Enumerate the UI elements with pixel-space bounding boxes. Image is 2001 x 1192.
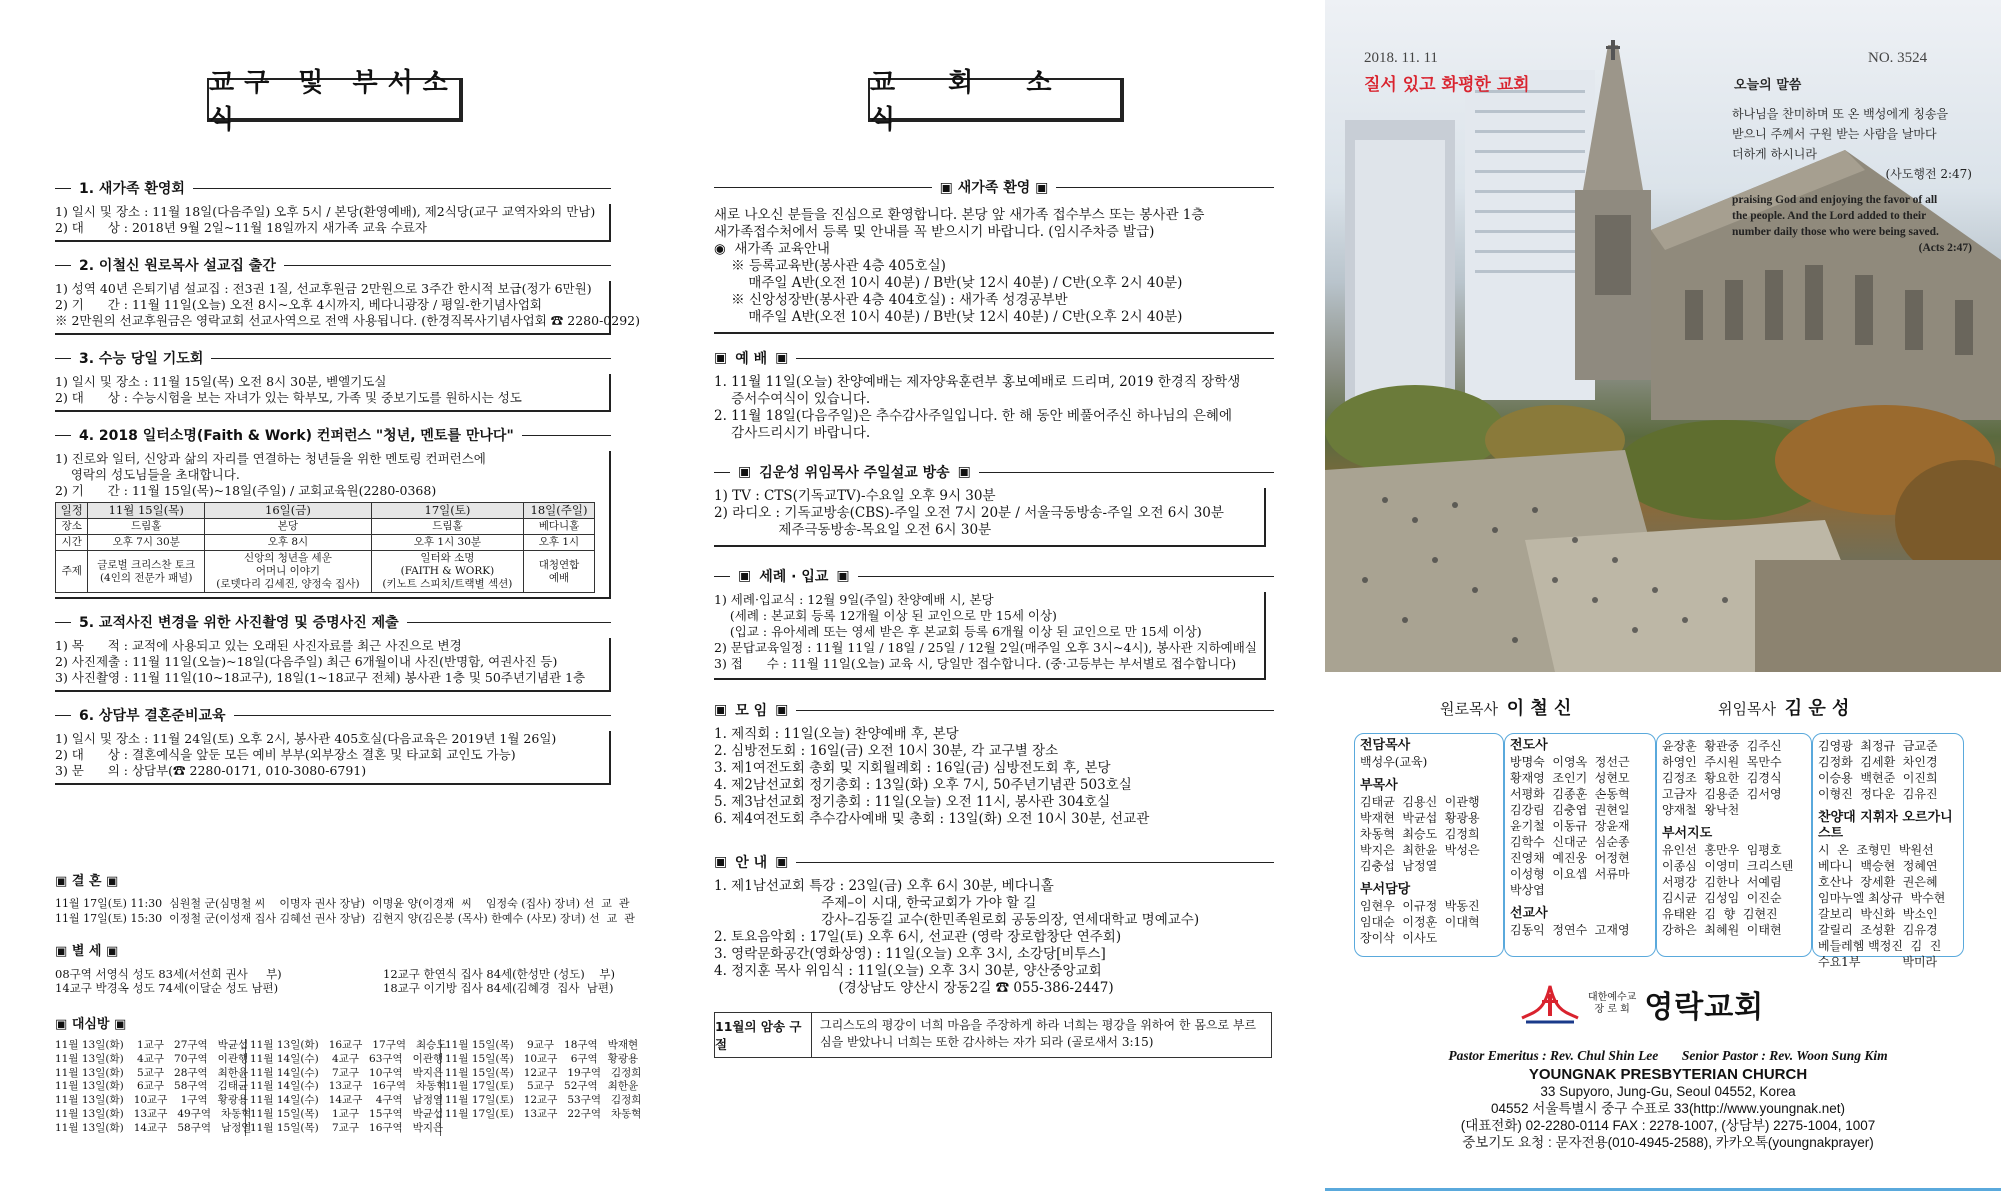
- church-logo-icon: [1520, 982, 1580, 1026]
- table-cell: 드림홀: [371, 519, 523, 535]
- visit-row: 11월 13일(화) 1교구 27구역 박균섭: [55, 1039, 249, 1051]
- baptism-section: ▣ 세례 · 입교 ▣ 1) 세례·입교식 : 12월 9일(주일) 찬양예배 시, 본당 (세례 : 본교회 등록 12개월 이상 된 교인으로 만 15세 이상) (입교 : 유아세례 또는 영세 받은 후 본교회 등록 6개월 이상 된 교인으로 만 15세 이상) 2) 문답교육일정 : 11월 11일 / 18일 / 25일 / 12월 2일(매주일 오후 3시~4시), 봉사관 지하예배실 3) 접 수 : 11월 11일(오늘) 교육 시, 당일만 접수합니다. (중·고등부는 부서별로 접수합니다): [714, 566, 1274, 680]
- worship-section: ▣ 예 배 ▣ 1. 11월 11일(오늘) 찬양예배는 제자양육훈련부 홍보예배로 드리며, 2019 한경직 장학생 증서수여식이 있습니다. 2. 11월 18일(다음주일)은 추수감사주일입니다. 한 해 동안 베풀어주신 하나님의 은혜에 감사드리시기 바랍니다.: [714, 348, 1274, 442]
- table-cell: 베다니홀: [523, 519, 594, 535]
- section-line: 1) 일시 및 장소 : 11월 24일(토) 오후 2시, 봉사관 405호실(다음교육은 2019년 1월 26일): [55, 731, 557, 746]
- staff-group-title: 부목사: [1360, 778, 1398, 793]
- staff-names: 김시균 김성임 이진순: [1662, 891, 1782, 905]
- staff-names: 이종심 이영미 크리스텐: [1662, 859, 1794, 873]
- staff-names: 김동익 정연수 고재영: [1510, 923, 1630, 937]
- staff-group-title: 전도사: [1510, 738, 1548, 753]
- table-cell: 대청연합 예배: [523, 551, 594, 593]
- newcomer-line: 새가족접수처에서 등록 및 안내를 꼭 받으시기 바랍니다. (임시주차증 발급): [714, 224, 1155, 240]
- wedding-line: 11월 17일(토) 11:30 심원철 군(심명철 씨 이명자 권사 장남) 이명윤 양(이경재 씨 임정숙 (집사) 장녀) 선 교 관: [55, 897, 630, 910]
- staff-names: 수요1부 박미라: [1818, 955, 1938, 969]
- worship-line: 1. 11월 11일(오늘) 찬양예배는 제자양육훈련부 홍보예배로 드리며, 2019 한경직 장학생: [714, 374, 1241, 390]
- footer-rule: [1325, 1188, 2001, 1191]
- section-line: 2) 대 상 : 결혼예식을 앞둔 모든 예비 부부(외부장소 결혼 및 타교회 교인도 가능): [55, 747, 516, 762]
- staff-names: 베들레헴 백정진 김 진: [1818, 939, 1942, 953]
- table-cell: 글로벌 크리스찬 토크 (4인의 전문가 패널): [88, 551, 205, 593]
- newcomer-line: ※ 신앙성장반(봉사관 4층 404호실) : 새가족 성경공부반: [714, 292, 1068, 308]
- newcomer-line: ◉ 새가족 교육안내: [714, 241, 830, 257]
- broadcast-section: ▣ 김운성 위임목사 주일설교 방송 ▣ 1) TV : CTS(기독교TV)-수요일 오후 9시 30분 2) 라디오 : 기독교방송(CBS)-주일 오전 7시 20분 / 서울극동방송-주일 오전 6시 30분 제주극동방송-목요일 오전 6시 30분: [714, 462, 1274, 547]
- section-line: 3) 문 의 : 상담부(☎ 2280-0171, 010-3080-6791): [55, 763, 367, 778]
- meetings-line: 5. 제3남선교회 정기총회 : 11일(오늘) 오전 11시, 봉사관 304호실: [714, 794, 1111, 810]
- verse-kr-ref: (사도행전 2:47): [1885, 167, 1972, 181]
- wedding-line: 11월 17일(토) 15:30 이정철 군(이성재 집사 김혜선 권사 장남) 김현지 양(김은봉 (목사) 한예수 (사모) 장녀) 선 교 관: [55, 911, 635, 925]
- verse-en-line: praising God and enjoying the favor of all: [1732, 194, 1938, 206]
- staff-column: [1818, 738, 1960, 970]
- visit-row: 11월 15일(목) 1교구 15구역 박균섭: [250, 1107, 444, 1120]
- left-sections: [55, 178, 640, 785]
- baptism-heading: 세례 · 입교: [759, 569, 829, 585]
- meetings-line: 4. 제2남선교회 정기총회 : 13일(화) 오후 7시, 50주년기념관 503호실: [714, 777, 1132, 793]
- left-section: [55, 348, 611, 412]
- section-line: 1) 일시 및 장소 : 11월 18일(다음주일) 오후 5시 / 본당(환영예배), 제2식당(교구 교역자와의 만남): [55, 204, 596, 219]
- staff-names: 유태완 김 향 김현진: [1662, 907, 1778, 921]
- visit-row: 11월 13일(화) 13교구 49구역 차동혁: [55, 1107, 252, 1120]
- staff-names: 이형진 정다운 김유진: [1818, 787, 1938, 801]
- staff-names: 김정조 황요한 김경식: [1662, 771, 1782, 785]
- section-line: 1) 목 적 : 교적에 사용되고 있는 오래된 사진자료를 최근 사진으로 변경: [55, 638, 462, 653]
- newcomer-line: 새로 나오신 분들을 진심으로 환영합니다. 본당 앞 새가족 접수부스 또는 봉사관 1층: [714, 207, 1205, 223]
- worship-line: 2. 11월 18일(다음주일)은 추수감사주일입니다. 한 해 동안 베풀어주신 하나님의 은혜에: [714, 408, 1232, 424]
- table-cell: 본당: [205, 519, 372, 535]
- section-line: 2) 기 간 : 11월 15일(목)~18일(주일) / 교회교육원(2280-0368): [55, 483, 437, 498]
- visit-row: 11월 13일(화) 10교구 1구역 황광용: [55, 1094, 249, 1107]
- worship-line: 증서수여식이 있습니다.: [714, 391, 871, 407]
- staff-names: 김학수 신대군 심순종: [1510, 835, 1630, 849]
- footer-info: [1340, 1048, 1996, 1151]
- visit-column: [55, 1039, 252, 1136]
- meetings-line: 1. 제직회 : 11일(오늘) 찬양예배 후, 본당: [714, 726, 959, 742]
- footer-kr-address: 04552 서울특별시 중구 수표로 33(http://www.youngnak.net): [1490, 1101, 1846, 1116]
- pastor-emeritus-name: 이 철 신: [1506, 698, 1572, 719]
- memory-verse-label: 11월의 암송 구절: [715, 1013, 812, 1057]
- staff-group-title: 선교사: [1510, 906, 1548, 921]
- staff-names: 서평화 김종훈 손동혁: [1510, 787, 1630, 801]
- section-heading: 1. 새가족 환영회: [79, 181, 185, 197]
- notice-line: 강사–김동길 교수(한민족원로회 공동의장, 연세대학교 명예교수): [714, 912, 1200, 928]
- worship-heading: 예 배: [735, 351, 768, 367]
- staff-names: 갈릴리 조성환 김유경: [1818, 923, 1938, 937]
- visit-column: [246, 1039, 447, 1136]
- newcomer-section: ▣ 새가족 환영 ▣ 새로 나오신 분들을 진심으로 환영합니다. 본당 앞 새가족 접수부스 또는 봉사관 1층 새가족접수처에서 등록 및 안내를 꼭 받으시기 바랍니다. (임시주차증 발급) ◉ 새가족 교육안내 ※ 등록교육반(봉사관 4층 405호실) 매주일 A반(오전 10시 40분) / B반(낮 12시 40분) / C반(오후 2시 40분) ※ 신앙성장반(봉사관 4층 404호실) : 새가족 성경공부반 매주일 A반(오전 10시 40분) / B반(낮 12시 40분) / C반(오후 2시 40분): [714, 177, 1274, 334]
- staff-names: 박지은 최한윤 박성은: [1360, 843, 1480, 857]
- staff-group: [1662, 826, 1808, 938]
- staff-names: 이성형 이요셉 서류마: [1510, 867, 1630, 881]
- staff-names: 강하은 최혜원 이태현: [1662, 923, 1782, 937]
- memory-verse-box: [714, 1012, 1272, 1058]
- wedding-heading: 결 혼: [71, 874, 102, 889]
- staff-names: 갈보리 박신화 박소인: [1818, 907, 1938, 921]
- staff-names: 박상엽: [1510, 883, 1545, 897]
- staff-column: [1510, 738, 1650, 938]
- meetings-section: ▣ 모 임 ▣ 1. 제직회 : 11일(오늘) 찬양예배 후, 본당 2. 심방전도회 : 16일(금) 오전 10시 30분, 각 교구별 장소 3. 제1여전도회 총회 및 지회월례회 : 16일(금) 심방전도회 후, 본당 4. 제2남선교회 정기총회 : 13일(화) 오후 7시, 50주년기념관 503호실 5. 제3남선교회 정기총회 : 11일(오늘) 오전 11시, 봉사관 304호실 6. 제4여전도회 추수감사예배 및 총회 : 13일(화) 오전 10시 30분, 선교관: [714, 700, 1274, 828]
- deaths-section: ▣ 별 세 ▣ 08구역 서영식 성도 83세(서선희 권사 부) 14교구 박경옥 성도 74세(이달순 성도 남편) 12교구 한연식 집사 84세(한성만 (성도) 부) 18교구 이기방 집사 84세(김혜경 집사 남편): [55, 944, 615, 995]
- staff-names: 김태균 김용신 이관행: [1360, 795, 1480, 809]
- conference-schedule-table: [55, 502, 595, 593]
- staff-names: 장이삭 이사도: [1360, 931, 1438, 945]
- visit-row: 11월 15일(목) 12교구 19구역 김정희: [445, 1066, 642, 1079]
- table-cell: 오후 1시: [523, 535, 594, 551]
- staff-names: 백성우(교육): [1360, 755, 1428, 769]
- visit-row: 11월 15일(목) 9교구 18구역 박재현: [445, 1039, 639, 1051]
- staff-names: 방명숙 이영옥 정선근: [1510, 755, 1630, 769]
- staff-names: 호산나 장세환 권은혜: [1818, 875, 1938, 889]
- visit-row: 11월 14일(수) 4교구 63구역 이관행: [250, 1052, 444, 1065]
- section-heading: 3. 수능 당일 기도회: [79, 351, 204, 367]
- staff-names: 임대순 이정훈 이대혁: [1360, 915, 1480, 929]
- footer-phone: (대표전화) 02-2280-0114 FAX : 2278-1007, (상담부) 2275-1004, 1007: [1460, 1118, 1876, 1133]
- staff-names: 시 온 조형민 박원선: [1818, 843, 1934, 857]
- visit-row: 11월 13일(화) 5교구 28구역 최한윤: [55, 1066, 249, 1079]
- staff-group-title: 전담목사: [1360, 738, 1411, 753]
- visits-section: ▣ 대심방 ▣ 11월 13일(화) 1교구 27구역 박균섭 11월 13일(화) 4교구 70구역 이관행 11월 13일(화) 5교구 28구역 최한윤 11월 13일(화) 6교구 58구역 김태균 11월 13일(화) 10교구 1구역 황광용 11월 13일(화) 13교구 49구역 차동혁 11월 13일(화) 14교구 58구역 남정열 11월 13일(화) 16교구 17구역 최승도 11월 14일(수) 4교구 63구역 이관행 11월 14일(수) 7교구 10구역 박지은 11월 14일(수) 13교구 16구역 차동혁 11월 14일(수) 14교구 4구역 남정열 11월 15일(목) 1교구 15구역 박균섭 11월 15일(목) 7교구 16구역 박지은 11월 15일(목) 9교구 18구역 박재현 11월 15일(목) 10교구 6구역 황광용 11월 15일(목) 12교구 19구역 김정희 11월 17일(토) 5교구 52구역 최한윤 11월 17일(토) 12교구 53구역 김정희 11월 17일(토) 13교구 22구역 차동혁: [55, 1017, 642, 1134]
- staff-names: 차동혁 최승도 김정희: [1360, 827, 1480, 841]
- verse-title: 오늘의 말씀: [1734, 78, 1802, 93]
- table-cell: 오후 8시: [205, 535, 372, 551]
- middle-page-title: 교 회 소 식: [868, 78, 1124, 122]
- staff-names: 김강림 김충엽 권현일: [1510, 803, 1630, 817]
- table-row: [56, 535, 595, 551]
- visit-row: 11월 15일(목) 7교구 16구역 박지은: [250, 1121, 444, 1134]
- deaths-heading: 별 세: [71, 944, 102, 959]
- death-line: 12교구 한연식 집사 84세(한성만 (성도) 부): [383, 967, 615, 981]
- staff-names: 황재영 조인기 성현모: [1510, 771, 1630, 785]
- section-line: 2) 대 상 : 2018년 9월 2일~11월 18일까지 새가족 교육 수료자: [55, 220, 427, 235]
- baptism-line: (세례 : 본교회 등록 12개월 이상 된 교인으로 만 15세 이상): [714, 608, 1057, 623]
- visit-column: [441, 1039, 642, 1136]
- table-cell: 주제: [56, 551, 88, 593]
- square-icon: ▣: [714, 350, 728, 366]
- square-icon: ▣: [939, 180, 958, 196]
- staff-names: 김정화 김세환 차인경: [1818, 755, 1938, 769]
- newcomer-line: ※ 등록교육반(봉사관 4층 405호실): [714, 258, 946, 274]
- logo-name: 영락교회: [1644, 990, 1765, 1025]
- footer-church-name: YOUNGNAK PRESBYTERIAN CHURCH: [1528, 1066, 1808, 1083]
- square-icon: ▣: [55, 1017, 72, 1032]
- verse-en-line: number daily those who were being saved.: [1732, 226, 1939, 238]
- table-cell: 일터와 소명 (FAITH & WORK) (키노트 스피치/트랙별 섹션): [371, 551, 523, 593]
- table-cell: 신앙의 청년을 세운 어머니 이야기 (로뎃다리 김세진, 양정숙 집사): [205, 551, 372, 593]
- baptism-line: 3) 접 수 : 11월 11일(오늘) 교육 시, 당일만 접수합니다. (중·고등부는 부서별로 접수합니다): [714, 656, 1237, 671]
- meetings-heading: 모 임: [735, 703, 768, 719]
- verse-panel: [1732, 76, 1972, 256]
- broadcast-line: 2) 라디오 : 기독교방송(CBS)-주일 오전 7시 20분 / 서울극동방송-주일 오전 6시 30분: [714, 505, 1224, 521]
- staff-group: [1360, 882, 1500, 946]
- left-section: [55, 178, 611, 242]
- staff-names: 하영인 주시원 목만수: [1662, 755, 1782, 769]
- table-header-cell: 16일(금): [205, 503, 372, 519]
- section-line: 1) 성역 40년 은퇴기념 설교집 : 전3권 1질, 선교후원금 2만원으로 3주간 한시적 보급(정가 6만원): [55, 281, 592, 296]
- left-page-title: 교구 및 부서소식: [207, 78, 463, 122]
- table-header-cell: 17일(토): [371, 503, 523, 519]
- staff-names: 양재철 왕낙천: [1662, 803, 1740, 817]
- baptism-line: 1) 세례·입교식 : 12월 9일(주일) 찬양예배 시, 본당: [714, 592, 994, 607]
- staff-group: [1360, 778, 1500, 874]
- staff-group-title: 부서지도: [1662, 826, 1713, 841]
- staff-names: 박재현 박균섭 황광용: [1360, 811, 1480, 825]
- memory-verse-text: 그리스도의 평강이 너희 마음을 주장하게 하라 너희는 평강을 위하여 한 몸으로 부르심을 받았나니 너희는 또한 감사하는 자가 되라 (골로새서 3:15): [820, 1018, 1257, 1049]
- table-cell: 드림홀: [88, 519, 205, 535]
- staff-names: 베다니 백승현 정혜연: [1818, 859, 1938, 873]
- square-icon: ▣: [714, 854, 728, 870]
- left-section: [55, 705, 611, 785]
- newcomer-line: 매주일 A반(오전 10시 40분) / B반(낮 12시 40분) / C반(오후 2시 40분): [714, 309, 1183, 325]
- section-heading: 4. 2018 일터소명(Faith & Work) 컨퍼런스 "청년, 멘토를 만나다": [79, 428, 514, 444]
- broadcast-line: 1) TV : CTS(기독교TV)-수요일 오후 9시 30분: [714, 488, 996, 504]
- visit-row: 11월 14일(수) 7교구 10구역 박지은: [250, 1066, 444, 1079]
- staff-group: [1510, 738, 1650, 898]
- table-cell: 오후 1시 30분: [371, 535, 523, 551]
- table-cell: 장소: [56, 519, 88, 535]
- table-row: [56, 551, 595, 593]
- visit-row: 11월 15일(목) 10교구 6구역 황광용: [445, 1052, 639, 1065]
- staff-names: 김영광 최정규 금교준: [1818, 739, 1938, 753]
- notice-line: 주제–이 시대, 한국교회가 가야 할 길: [714, 895, 1037, 911]
- footer-prayer: 중보기도 요청 : 문자전용(010-4945-2588), 카카오톡(youngnakprayer): [1462, 1135, 1874, 1150]
- notice-line: 1. 제1남선교회 특강 : 23일(금) 오후 6시 30분, 베다니홀: [714, 878, 1054, 894]
- section-line: 2) 대 상 : 수능시험을 보는 자녀가 있는 학부모, 가족 및 중보기도를 원하시는 성도: [55, 390, 522, 405]
- staff-names: 서평강 김한나 서예림: [1662, 875, 1782, 889]
- visit-row: 11월 13일(화) 6교구 58구역 김태균: [55, 1080, 249, 1093]
- staff-names: 윤장훈 황관중 김주신: [1662, 739, 1782, 753]
- verse-kr-line: 더하게 하시니라: [1732, 147, 1817, 161]
- staff-names: 유인선 홍만우 임평호: [1662, 843, 1782, 857]
- notice-section: ▣ 안 내 ▣ 1. 제1남선교회 특강 : 23일(금) 오후 6시 30분, 베다니홀 주제–이 시대, 한국교회가 가야 할 길 강사–김동길 교수(한민족원로회 공동의장, 연세대학교 명예교수) 2. 토요음악회 : 17일(토) 오후 6시, 선교관 (영락 장로합창단 연주회) 3. 영락문화공간(영화상영) : 11일(오늘) 오후 3시, 소강당[비투스] 4. 정지훈 목사 위임식 : 11일(오늘) 오후 3시 30분, 양산중앙교회 (경상남도 양산시 장동2길 ☎ 055-386-2447): [714, 852, 1274, 997]
- death-line: 18교구 이기방 집사 84세(김혜경 집사 남편): [383, 981, 614, 995]
- notice-line: 3. 영락문화공간(영화상영) : 11일(오늘) 오후 3시, 소강당[비투스]: [714, 946, 1106, 962]
- section-line: 2) 기 간 : 11월 11일(오늘) 오전 8시~오후 4시까지, 베다니광장 / 평일-한기념사업회: [55, 297, 542, 312]
- meetings-line: 6. 제4여전도회 추수감사예배 및 총회 : 13일(화) 오전 10시 30분, 선교관: [714, 811, 1150, 827]
- staff-group: [1818, 810, 1960, 970]
- visit-row: 11월 17일(토) 13교구 22구역 차동혁: [445, 1107, 642, 1120]
- left-section: [55, 255, 640, 335]
- staff-group: [1662, 738, 1808, 818]
- broadcast-heading: 김운성 위임목사 주일설교 방송: [759, 465, 950, 481]
- section-heading: 2. 이철신 원로목사 설교집 출간: [79, 258, 276, 274]
- baptism-line: (입교 : 유아세례 또는 영세 받은 후 본교회 등록 6개월 이상 된 교인으로 만 15세 이상): [714, 624, 1202, 639]
- footer-pastors: Pastor Emeritus : Rev. Chul Shin Lee Senior Pastor : Rev. Woon Sung Kim: [1448, 1048, 1888, 1063]
- table-row: [56, 519, 595, 535]
- meetings-line: 3. 제1여전도회 총회 및 지회월례회 : 16일(금) 심방전도회 후, 본당: [714, 760, 1111, 776]
- staff-names: 임마누엘 최상규 박수현: [1818, 891, 1946, 905]
- table-header-row: [56, 503, 595, 519]
- table-header-cell: 11월 15일(목): [88, 503, 205, 519]
- death-line: 14교구 박경옥 성도 74세(이달순 성도 남편): [55, 981, 279, 995]
- table-header-cell: 18일(주일): [523, 503, 594, 519]
- section-line: 2) 사진제출 : 11월 11일(오늘)~18일(다음주일) 최근 6개월이내 사진(반명함, 여권사진 등): [55, 654, 558, 669]
- verse-en-line: the people. And the Lord added to their: [1732, 210, 1927, 222]
- verse-en-ref: (Acts 2:47): [1918, 242, 1972, 254]
- square-icon: ▣: [738, 568, 752, 584]
- wedding-section: ▣ 결 혼 ▣ 11월 17일(토) 11:30 심원철 군(심명철 씨 이명자 권사 장남) 이명윤 양(이경재 씨 임정숙 (집사) 장녀) 선 교 관 11월 17일(토) 15:30 이정철 군(이성재 집사 김혜선 권사 장남) 김현지 양(김은봉 (목사) 한예수 (사모) 장녀) 선 교 관: [55, 874, 635, 925]
- square-icon: ▣: [55, 944, 72, 959]
- staff-group: [1360, 738, 1500, 770]
- church-motto: 질서 있고 화평한 교회: [1364, 75, 1530, 95]
- notice-line: 4. 정지훈 목사 위임식 : 11일(오늘) 오후 3시 30분, 양산중앙교회: [714, 963, 1102, 979]
- senior-pastor-name: 김 운 성: [1784, 698, 1850, 719]
- staff-names: 이승용 백현준 이진희: [1818, 771, 1938, 785]
- staff-names: 윤기철 이동규 장윤재: [1510, 819, 1630, 833]
- pastor-emeritus-label: 원로목사: [1440, 700, 1498, 718]
- table-cell: 오후 7시 30분: [88, 535, 205, 551]
- senior-pastor: [1718, 694, 1849, 720]
- staff-column: [1662, 738, 1808, 938]
- left-section: [55, 425, 611, 599]
- newcomer-line: 매주일 A반(오전 10시 40분) / B반(낮 12시 40분) / C반(오후 2시 40분): [714, 275, 1183, 291]
- pastor-emeritus: [1440, 694, 1571, 720]
- visits-heading: 대심방: [71, 1017, 110, 1032]
- notice-heading: 안 내: [735, 855, 768, 871]
- staff-column: [1360, 738, 1500, 946]
- newcomer-heading: 새가족 환영: [957, 180, 1031, 196]
- verse-kr-line: 하나님을 찬미하며 또 온 백성에게 칭송을: [1732, 107, 1949, 121]
- section-heading: 6. 상담부 결혼준비교육: [79, 708, 226, 724]
- staff-group: [1510, 906, 1650, 938]
- baptism-line: 2) 문답교육일정 : 11월 11일 / 18일 / 25일 / 12월 2일(매주일 오후 3시~4시), 봉사관 지하예배실: [714, 640, 1257, 655]
- visit-row: 11월 17일(토) 5교구 52구역 최한윤: [445, 1080, 639, 1093]
- staff-names: 김충섭 남정열: [1360, 859, 1438, 873]
- issue-date: 2018. 11. 11: [1364, 50, 1438, 66]
- section-line: 1) 진로와 일터, 신앙과 삶의 자리를 연결하는 청년들을 위한 멘토링 컨퍼런스에: [55, 451, 486, 466]
- staff-names: 임현우 이규정 박동진: [1360, 899, 1480, 913]
- visit-row: 11월 17일(토) 12교구 53구역 김정희: [445, 1094, 642, 1107]
- logo-sub2: 장 로 회: [1594, 1004, 1630, 1015]
- meetings-line: 2. 심방전도회 : 16일(금) 오전 10시 30분, 각 교구별 장소: [714, 743, 1059, 759]
- section-line: 영락의 성도님들을 초대합니다.: [55, 467, 240, 482]
- issue-number: NO. 3524: [1868, 50, 1928, 66]
- footer-en-address: 33 Supyoro, Jung-Gu, Seoul 04552, Korea: [1540, 1084, 1796, 1099]
- visit-row: 11월 13일(화) 14교구 58구역 남정열: [55, 1121, 252, 1134]
- broadcast-line: 제주극동방송-목요일 오전 6시 30분: [714, 522, 992, 538]
- worship-line: 감사드리시기 바랍니다.: [714, 425, 871, 441]
- church-logo: [1520, 982, 1764, 1026]
- section-line: ※ 2만원의 선교후원금은 영락교회 선교사역으로 전액 사용됩니다. (한경직목사기념사업회 ☎ 2280-0292): [55, 313, 640, 328]
- staff-names: 진영채 예진웅 어정현: [1510, 851, 1630, 865]
- staff-names: 고금자 김용준 김서영: [1662, 787, 1782, 801]
- table-cell: 시간: [56, 535, 88, 551]
- section-heading: 5. 교적사진 변경을 위한 사진촬영 및 증명사진 제출: [79, 615, 399, 631]
- visit-row: 11월 14일(수) 14교구 4구역 남정열: [250, 1094, 444, 1107]
- verse-kr-line: 받으니 주께서 구원 받는 사람을 날마다: [1732, 127, 1937, 141]
- death-line: 08구역 서영식 성도 83세(서선희 권사 부): [55, 967, 282, 981]
- square-icon: ▣: [714, 702, 728, 718]
- left-section: [55, 612, 611, 692]
- visit-row: 11월 14일(수) 13교구 16구역 차동혁: [250, 1080, 447, 1093]
- visit-row: 11월 13일(화) 4교구 70구역 이관행: [55, 1052, 249, 1065]
- staff-group: [1818, 738, 1960, 802]
- visit-row: 11월 13일(화) 16교구 17구역 최승도: [250, 1039, 447, 1051]
- staff-group-title: 찬양대 지휘자 오르가니스트: [1818, 810, 1953, 841]
- table-header-cell: 일정: [56, 503, 88, 519]
- square-icon: ▣: [55, 874, 72, 889]
- logo-sub1: 대한예수교: [1588, 992, 1637, 1003]
- senior-pastor-label: 위임목사: [1718, 700, 1776, 718]
- square-icon: ▣: [738, 464, 752, 480]
- notice-line: 2. 토요음악회 : 17일(토) 오후 6시, 선교관 (영락 장로합창단 연주회): [714, 929, 1122, 945]
- notice-line: (경상남도 양산시 장동2길 ☎ 055-386-2447): [714, 980, 1114, 996]
- section-line: 1) 일시 및 장소 : 11월 15일(목) 오전 8시 30분, 벧엘기도실: [55, 374, 387, 389]
- staff-group-title: 부서담당: [1360, 882, 1411, 897]
- section-line: 3) 사진촬영 : 11월 11일(10~18교구), 18일(1~18교구 전체) 봉사관 1층 및 50주년기념관 1층: [55, 670, 586, 685]
